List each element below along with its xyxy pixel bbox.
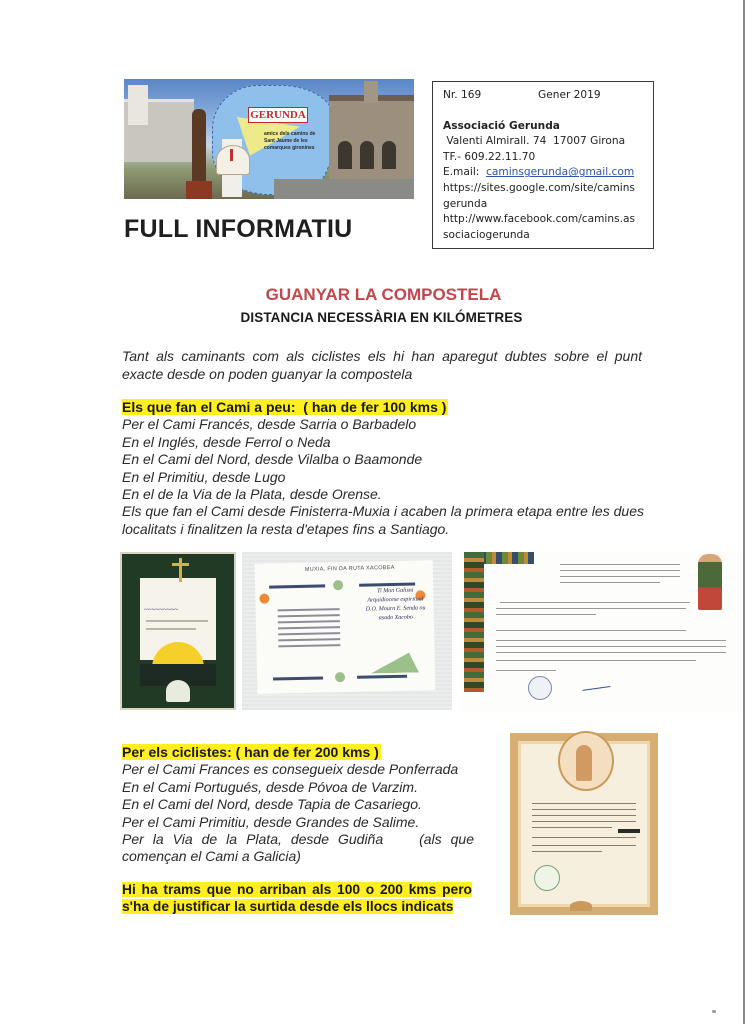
saint-james-figure <box>576 745 592 781</box>
website-link[interactable] <box>443 181 653 212</box>
certificate-paper <box>255 560 436 694</box>
certificate-text <box>278 608 341 651</box>
scallop-shell-icon <box>216 145 250 175</box>
cyclists-heading: Per els ciclistes: ( han de fer 200 kms ) <box>122 744 379 760</box>
arch <box>338 141 352 169</box>
newsletter-title: FULL INFORMATIU <box>124 215 353 243</box>
email-label: E.mail: <box>443 166 487 179</box>
gerunda-banner-image <box>124 79 414 199</box>
road <box>274 179 414 199</box>
pilgrim-statue <box>192 109 206 189</box>
organization-name: Associació Gerunda <box>443 119 560 132</box>
final-note-text: Hi ha trams que no arriban als 100 o 200 kms pero s'ha de justificar la surtida desde els llocs indicats <box>122 882 472 914</box>
shell-ornament <box>333 580 343 590</box>
muxia-certificate-image <box>242 552 452 710</box>
article-title: GUANYAR LA COMPOSTELA <box>265 285 502 304</box>
walkers-item: En el Primitiu, desde Lugo <box>122 468 286 485</box>
orange-ornament <box>259 594 269 604</box>
walkers-item: En el Inglés, desde Ferrol o Neda <box>122 433 331 450</box>
final-note <box>122 881 472 915</box>
arch <box>382 141 396 169</box>
walkers-item: Per el Cami Francés, desde Sarria o Barbadelo <box>122 416 417 433</box>
article-subtitle: DISTANCIA NECESSÀRIA EN KILÓMETRES <box>240 310 523 325</box>
certificate-signature <box>582 680 611 691</box>
bottom-ornament <box>570 901 592 911</box>
crucifix-icon <box>170 558 188 582</box>
cyclists-item: En el Cami del Nord, desde Tapia de Casariego. <box>122 796 422 813</box>
walkers-heading: Els que fan el Cami a peu: ( han de fer 100 kms ) <box>122 399 447 415</box>
email-line <box>443 165 653 181</box>
phone: TF.- 609.22.11.70 <box>443 150 536 163</box>
walkers-item: Els que fan el Cami desde Finisterra-Muxia i acaben la primera etapa entre les dues localitats i finalitzen la resta d'etapes fins a Santiago. <box>122 503 644 537</box>
walkers-item: En el de la Via de la Plata, desde Orense. <box>122 486 382 503</box>
intro-paragraph: Tant als caminants com als ciclistes els hi han aparegut dubtes sobre el punt exacte desde on poden guanyar la compostela <box>122 348 642 382</box>
gerunda-logo-text: GERUNDA <box>248 107 308 123</box>
website-line-1: https://sites.google.com/site/camins <box>443 181 635 194</box>
santiago-cross-icon <box>230 149 233 161</box>
facebook-line-2: sociaciogerunda <box>443 228 530 241</box>
official-seal <box>528 676 552 700</box>
email-link[interactable]: caminsgerunda@gmail.com <box>486 166 635 179</box>
statue-base <box>186 181 212 199</box>
illuminated-border <box>464 552 484 692</box>
issue-date: Gener 2019 <box>538 89 601 101</box>
cyclists-item: Per el Cami Primitiu, desde Grandes de Salime. <box>122 813 420 830</box>
address: Valenti Almirall. 74 17007 Girona <box>443 135 626 148</box>
pilgrim-name <box>618 829 640 833</box>
website-line-2: gerunda <box>443 197 488 210</box>
arch <box>360 141 374 169</box>
vine-ornament <box>273 676 323 680</box>
tower <box>128 85 148 125</box>
text-line <box>146 620 208 622</box>
scallop-shell-icon <box>166 680 190 702</box>
compostela-certificate-image-2 <box>460 552 740 712</box>
text-line <box>146 628 196 630</box>
issue-number: Nr. 169 <box>443 89 482 101</box>
bell-tower <box>364 81 378 103</box>
scan-speck <box>712 1010 716 1013</box>
boat-graphic <box>371 652 419 673</box>
shell-ornament <box>335 672 345 682</box>
cyclists-item: En el Cami Portugués, desde Póvoa de Varzim. <box>122 778 418 795</box>
saint-james-figure <box>698 554 722 610</box>
historic-compostela-image <box>510 733 658 915</box>
facebook-line-1: http://www.facebook.com/camins.as <box>443 213 635 226</box>
cyclists-section <box>122 744 478 866</box>
issue-line <box>443 88 653 104</box>
certificate-signature: ~~~~~~~~~ <box>144 606 179 614</box>
walkers-item: En el Cami del Nord, desde Vilalba o Baamonde <box>122 451 423 468</box>
cyclists-item: Per el Cami Frances es consegueix desde Ponferrada <box>122 761 459 778</box>
vine-ornament <box>357 675 407 679</box>
gerunda-logo-subtitle: amics dels camins de Sant Jaume de les comarques gironines <box>264 131 316 151</box>
compostela-certificate-image-1 <box>120 552 236 710</box>
certificate-title: MUXIA, FIN DA RUTA XACOBEA <box>304 564 395 573</box>
vine-ornament <box>269 584 325 588</box>
official-seal <box>534 865 560 891</box>
contact-info-box <box>432 81 654 249</box>
cyclists-item: Per la Via de la Plata, desde Gudiña (als que començan el Cami a Galicia) <box>122 831 478 865</box>
certificate-script: Ti Mon Galisni Arquidiocese espiritual D.O. Mourn E. Senda ou asado Xacobo <box>365 587 426 622</box>
walkers-section <box>122 399 644 538</box>
facebook-link[interactable] <box>443 212 653 243</box>
